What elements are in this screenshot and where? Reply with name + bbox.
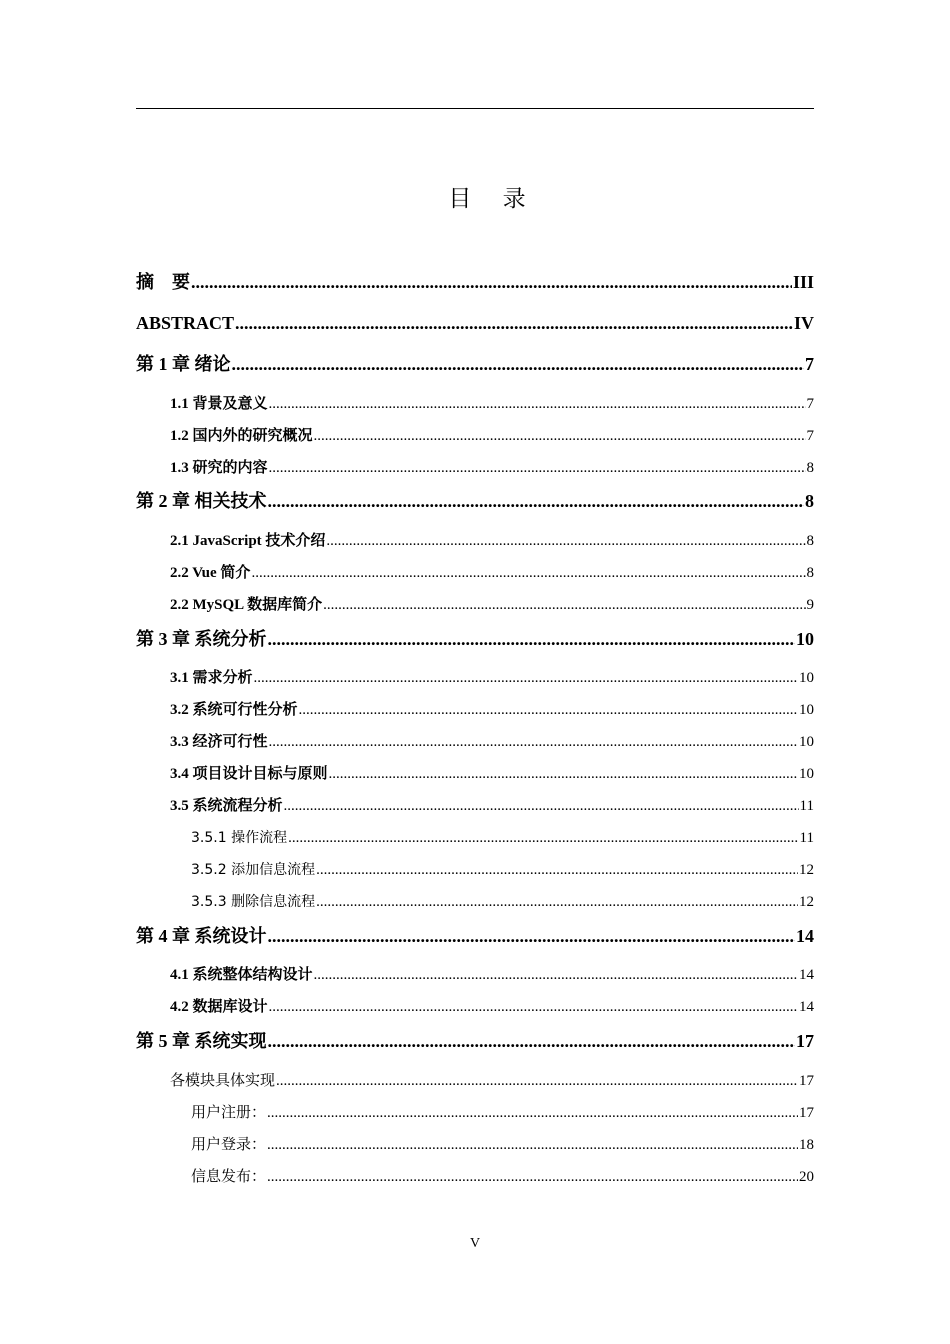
toc-entry[interactable] (170, 732, 814, 752)
toc-entry-label: 3.3 经济可行性 (170, 734, 268, 750)
toc-entry-page: 11 (799, 798, 814, 814)
toc-entry-page: 14 (799, 967, 814, 983)
dot-leader (267, 1167, 798, 1187)
toc-entry-page: 8 (805, 491, 814, 511)
dot-leader (267, 1103, 798, 1123)
toc-entry-page: IV (793, 313, 814, 333)
toc-title: 目 录 (448, 186, 538, 212)
dot-leader (276, 1071, 798, 1091)
dot-leader (191, 270, 792, 294)
toc-entry[interactable] (170, 668, 814, 688)
dot-leader (267, 1135, 798, 1155)
toc-entry-label: 用户登录： (191, 1135, 267, 1153)
toc-entry[interactable] (136, 352, 814, 376)
page-number: V (469, 1236, 481, 1251)
dot-leader (269, 997, 798, 1017)
toc-entry-page: 17 (799, 1073, 814, 1089)
toc-entry-page: 14 (799, 999, 814, 1015)
toc-entry[interactable] (170, 426, 814, 446)
toc-entry[interactable] (170, 394, 814, 414)
toc-entry-label: 1.2 国内外的研究概况 (170, 428, 313, 444)
toc-entry[interactable] (136, 1029, 814, 1053)
dot-leader (269, 732, 798, 752)
toc-entry[interactable] (191, 1102, 814, 1122)
dot-leader (268, 627, 796, 651)
dot-leader (232, 352, 805, 376)
toc-entry[interactable] (136, 627, 814, 651)
toc-entry-page: 10 (796, 629, 814, 649)
toc-entry[interactable] (191, 860, 814, 880)
toc-entry-page: 9 (806, 597, 814, 613)
toc-entry-page: 8 (806, 565, 814, 581)
dot-leader (329, 764, 798, 784)
toc-entry-page: 20 (799, 1169, 814, 1185)
toc-entry[interactable] (170, 563, 814, 583)
toc-entry[interactable] (170, 700, 814, 720)
dot-leader (316, 860, 798, 880)
toc-entry[interactable] (191, 1166, 814, 1186)
toc-entry[interactable] (170, 997, 814, 1017)
dot-leader (323, 595, 805, 615)
dot-leader (288, 828, 798, 848)
toc-entry[interactable] (191, 828, 814, 848)
toc-entry-label: 信息发布： (191, 1167, 267, 1185)
toc-entry-page: III (792, 272, 814, 292)
toc-entry-page: 18 (799, 1137, 814, 1153)
toc-entry-page: 7 (806, 428, 814, 444)
toc-entry-page: 17 (799, 1105, 814, 1121)
toc-entry-page: 12 (799, 894, 814, 910)
toc-entry[interactable] (170, 796, 814, 816)
toc-entry[interactable] (170, 458, 814, 478)
toc-entry-label: 4.2 数据库设计 (170, 999, 268, 1015)
toc-entry-page: 10 (799, 734, 814, 750)
toc-entry-label: 3.5.2 添加信息流程 (191, 862, 316, 878)
toc-entry-label: 3.1 需求分析 (170, 670, 253, 686)
toc-entry-label: 第 2 章 相关技术 (136, 491, 267, 511)
toc-entry-label: 2.2 Vue 简介 (170, 565, 251, 581)
toc-entry-label: 摘 要 (136, 272, 190, 292)
dot-leader (316, 892, 798, 912)
toc-entry-page: 17 (796, 1031, 814, 1051)
toc-entry[interactable] (136, 489, 814, 513)
toc-entry-label: 第 3 章 系统分析 (136, 629, 267, 649)
toc-entry-page: 7 (805, 354, 814, 374)
dot-leader (235, 311, 793, 335)
toc-entry-label: 3.2 系统可行性分析 (170, 702, 298, 718)
toc-entry-page: 10 (799, 766, 814, 782)
toc-entry[interactable] (170, 764, 814, 784)
dot-leader (314, 426, 806, 446)
toc-entry-label: 4.1 系统整体结构设计 (170, 967, 313, 983)
toc-entry[interactable] (136, 270, 814, 294)
toc-entry-page: 7 (806, 396, 814, 412)
dot-leader (314, 965, 798, 985)
dot-leader (254, 668, 798, 688)
toc-entry-page: 8 (806, 533, 814, 549)
dot-leader (269, 394, 806, 414)
toc-entry-label: 2.2 MySQL 数据库简介 (170, 597, 323, 613)
dot-leader (268, 1029, 796, 1053)
toc-entry-label: 第 4 章 系统设计 (136, 926, 267, 946)
toc-entry-page: 8 (806, 460, 814, 476)
toc-entry-label: ABSTRACT (136, 313, 235, 333)
dot-leader (251, 563, 805, 583)
toc-entry-label: 2.1 JavaScript 技术介绍 (170, 533, 326, 549)
toc-entry-page: 10 (799, 670, 814, 686)
dot-leader (284, 796, 799, 816)
toc-entry-label: 1.1 背景及意义 (170, 396, 268, 412)
toc-entry-label: 1.3 研究的内容 (170, 460, 268, 476)
toc-entry-label: 用户注册： (191, 1103, 267, 1121)
dot-leader (268, 924, 796, 948)
dot-leader (269, 458, 806, 478)
toc-entry-page: 10 (799, 702, 814, 718)
toc-entry-label: 第 1 章 绪论 (136, 354, 231, 374)
toc-entry-label: 3.5.3 删除信息流程 (191, 894, 316, 910)
toc-entry[interactable] (170, 1070, 814, 1090)
dot-leader (326, 531, 805, 551)
toc-entry[interactable] (170, 595, 814, 615)
toc-entry[interactable] (136, 924, 814, 948)
toc-entry-page: 12 (799, 862, 814, 878)
toc-entry[interactable] (136, 311, 814, 335)
dot-leader (268, 489, 805, 513)
toc-entry[interactable] (170, 531, 814, 551)
header-rule (136, 108, 814, 109)
toc-entry[interactable] (191, 892, 814, 912)
toc-entry-label: 第 5 章 系统实现 (136, 1031, 267, 1051)
toc-entry-label: 3.4 项目设计目标与原则 (170, 766, 328, 782)
dot-leader (299, 700, 798, 720)
toc-entry-page: 11 (799, 830, 814, 846)
toc-entry-label: 3.5 系统流程分析 (170, 798, 283, 814)
toc-entry[interactable] (191, 1134, 814, 1154)
toc-entry-label: 3.5.1 操作流程 (191, 830, 288, 846)
toc-entry-page: 14 (796, 926, 814, 946)
toc-entry-label: 各模块具体实现 (170, 1071, 276, 1089)
toc-entry[interactable] (170, 965, 814, 985)
